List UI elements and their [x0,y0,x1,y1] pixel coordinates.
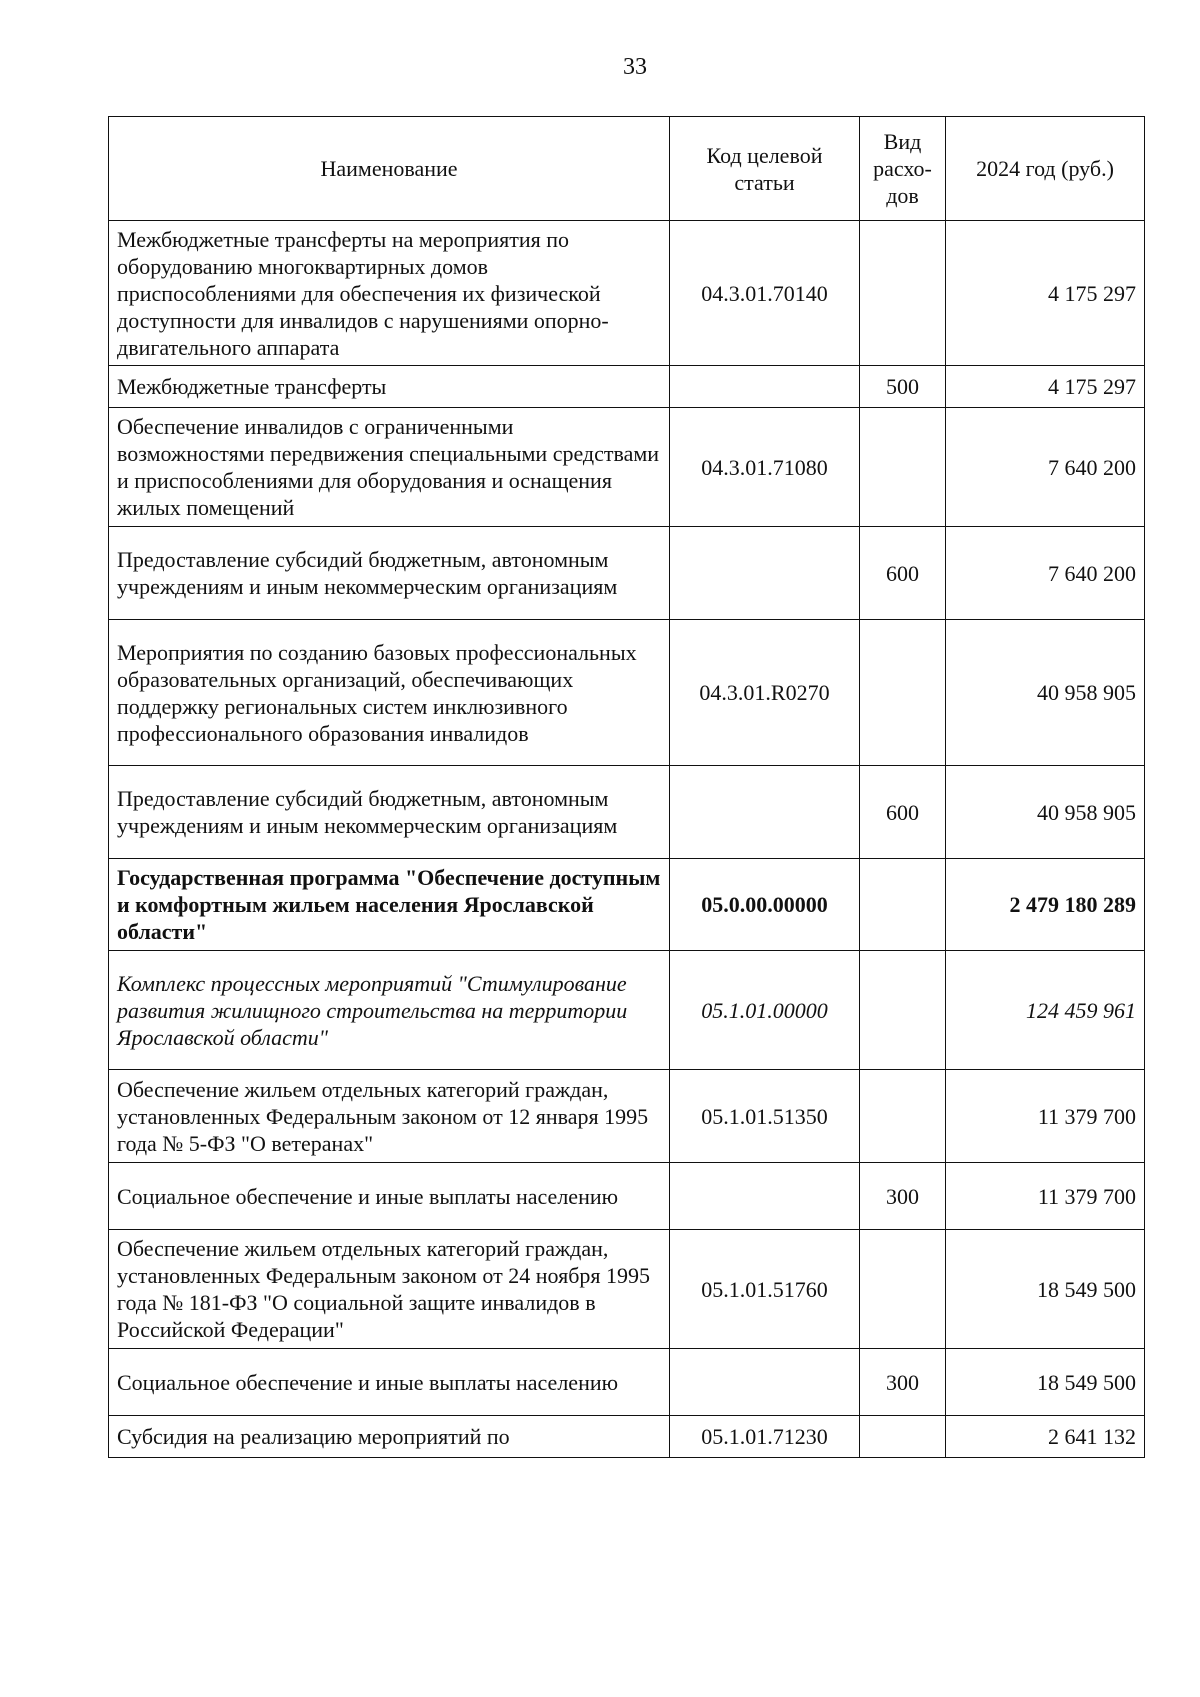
cell-code [670,766,860,859]
cell-kind [860,620,946,766]
cell-kind [860,221,946,366]
cell-kind: 500 [860,366,946,408]
table-row [109,620,1145,766]
cell-sum: 124 459 961 [946,951,1145,1070]
cell-name: Обеспечение инвалидов с ограниченными возможностями передвижения специальными средствами и приспособлениями для оборудования и оснащения жилых помещений [109,408,670,527]
cell-name: Межбюджетные трансферты на мероприятия по оборудованию многоквартирных домов приспособлениями для обеспечения их физической доступности для инвалидов с нарушениями опорно-двигательного аппарата [109,221,670,366]
header-sum: 2024 год (руб.) [946,117,1145,221]
cell-code [670,527,860,620]
cell-code: 05.0.00.00000 [670,859,860,951]
cell-name: Комплекс процессных мероприятий "Стимулирование развития жилищного строительства на территории Ярославской области" [109,951,670,1070]
cell-sum: 40 958 905 [946,620,1145,766]
cell-code [670,366,860,408]
cell-kind [860,951,946,1070]
cell-name: Межбюджетные трансферты [109,366,670,408]
cell-code: 04.3.01.70140 [670,221,860,366]
table-row [109,527,1145,620]
header-name: Наименование [109,117,670,221]
cell-code [670,1163,860,1230]
cell-code: 05.1.01.00000 [670,951,860,1070]
cell-code: 04.3.01.R0270 [670,620,860,766]
table-body [109,221,1145,1458]
cell-name: Предоставление субсидий бюджетным, автономным учреждениям и иным некоммерческим организациям [109,766,670,859]
table-row [109,1416,1145,1458]
cell-sum: 7 640 200 [946,408,1145,527]
cell-name: Предоставление субсидий бюджетным, автономным учреждениям и иным некоммерческим организациям [109,527,670,620]
cell-name: Мероприятия по созданию базовых профессиональных образовательных организаций, обеспечивающих поддержку региональных систем инклюзивного профессионального образования инвалидов [109,620,670,766]
cell-kind: 300 [860,1349,946,1416]
cell-sum: 4 175 297 [946,221,1145,366]
cell-kind [860,1230,946,1349]
table-row [109,766,1145,859]
cell-sum: 18 549 500 [946,1349,1145,1416]
cell-kind [860,1070,946,1163]
cell-name: Обеспечение жильем отдельных категорий граждан, установленных Федеральным законом от 12 января 1995 года № 5-ФЗ "О ветеранах" [109,1070,670,1163]
cell-sum: 4 175 297 [946,366,1145,408]
header-kind: Вид расхо-дов [860,117,946,221]
cell-sum: 18 549 500 [946,1230,1145,1349]
table-row [109,221,1145,366]
table-row [109,1163,1145,1230]
cell-sum: 2 479 180 289 [946,859,1145,951]
table-header-row [109,117,1145,221]
table-row [109,408,1145,527]
cell-name: Социальное обеспечение и иные выплаты населению [109,1163,670,1230]
cell-kind [860,408,946,527]
page-number: 33 [623,54,647,80]
table-row [109,366,1145,408]
cell-kind [860,859,946,951]
table-row [109,951,1145,1070]
cell-code: 05.1.01.51760 [670,1230,860,1349]
cell-code: 04.3.01.71080 [670,408,860,527]
cell-kind [860,1416,946,1458]
cell-code: 05.1.01.71230 [670,1416,860,1458]
budget-table [108,116,1145,1458]
cell-name: Социальное обеспечение и иные выплаты населению [109,1349,670,1416]
cell-name: Субсидия на реализацию мероприятий по [109,1416,670,1458]
cell-sum: 2 641 132 [946,1416,1145,1458]
cell-sum: 11 379 700 [946,1070,1145,1163]
table-row [109,1230,1145,1349]
cell-kind: 600 [860,527,946,620]
cell-sum: 40 958 905 [946,766,1145,859]
cell-code [670,1349,860,1416]
cell-kind: 600 [860,766,946,859]
table-row [109,1070,1145,1163]
cell-name: Обеспечение жильем отдельных категорий граждан, установленных Федеральным законом от 24 ноября 1995 года № 181-ФЗ "О социальной защите инвалидов в Российской Федерации" [109,1230,670,1349]
cell-kind: 300 [860,1163,946,1230]
cell-sum: 11 379 700 [946,1163,1145,1230]
header-code: Код целевой статьи [670,117,860,221]
table-row [109,1349,1145,1416]
table-row [109,859,1145,951]
cell-sum: 7 640 200 [946,527,1145,620]
cell-code: 05.1.01.51350 [670,1070,860,1163]
cell-name: Государственная программа "Обеспечение доступным и комфортным жильем населения Ярославской области" [109,859,670,951]
